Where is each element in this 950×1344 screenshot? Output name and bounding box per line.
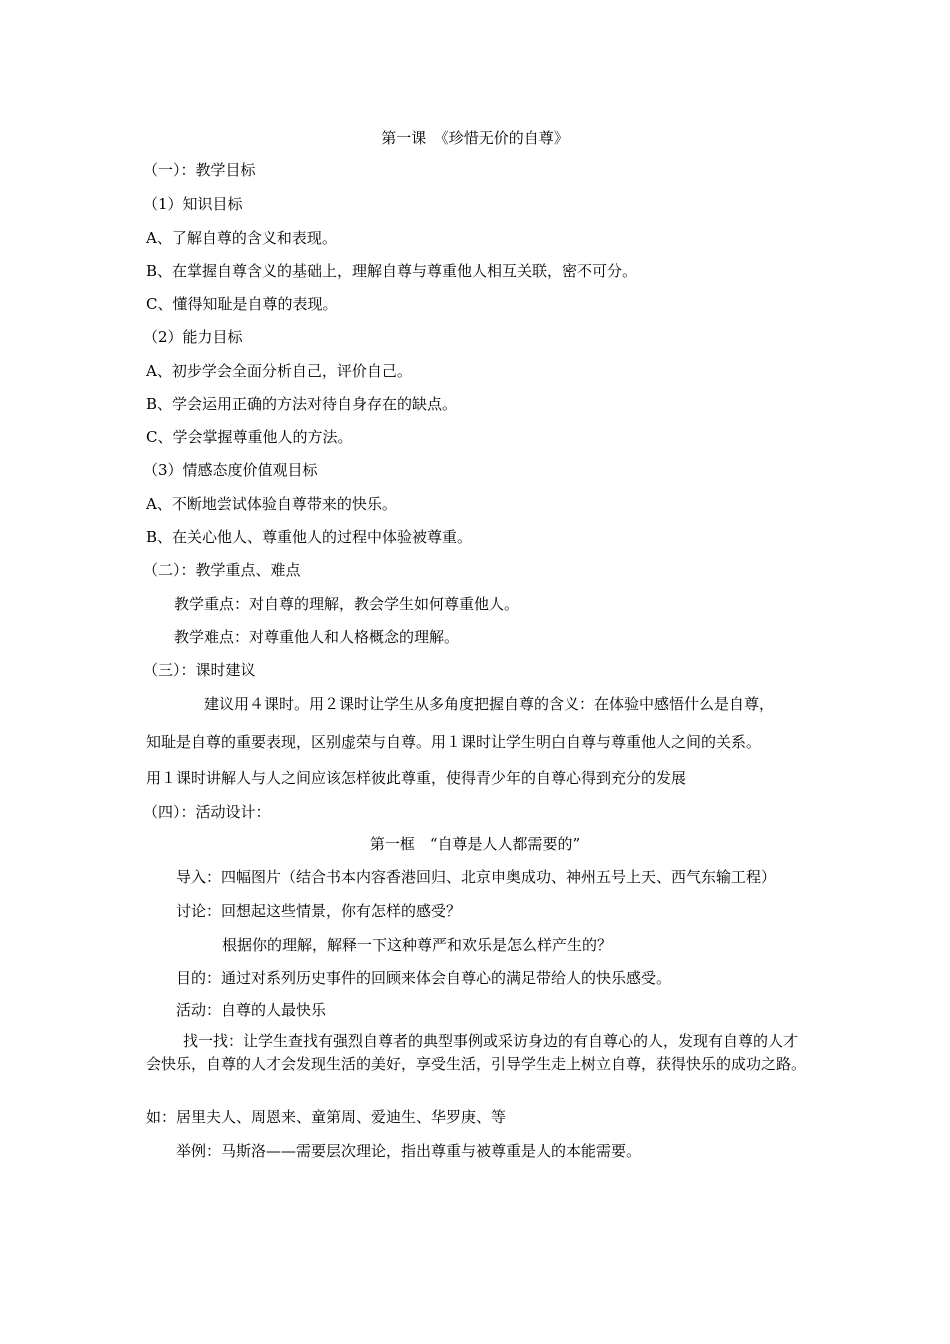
subheading-emotion: （3）情感态度价值观目标 bbox=[143, 461, 318, 479]
suggestion-line-1: 建议用４课时。用２课时让学生从多角度把握自尊的含义：在体验中感悟什么是自尊， bbox=[204, 695, 775, 713]
difficulty-text: 教学难点：对尊重他人和人格概念的理解。 bbox=[174, 628, 460, 646]
section-heading-activities: （四）：活动设计： bbox=[143, 803, 271, 821]
knowledge-item-c: C、懂得知耻是自尊的表现。 bbox=[146, 295, 338, 313]
examples-text: 如：居里夫人、周恩来、童第周、爱迪生、华罗庚、等 bbox=[146, 1108, 507, 1126]
purpose-text: 目的：通过对系列历史事件的回顾来体会自尊心的满足带给人的快乐感受。 bbox=[176, 969, 672, 987]
ability-item-b: B、学会运用正确的方法对待自身存在的缺点。 bbox=[146, 395, 458, 413]
find-paragraph: 找一找：让学生查找有强烈自尊者的典型事例或采访身边的有自尊心的人，发现有自尊的人才会快乐，自尊的人才会发现生活的美好，享受生活，引导学生走上树立自尊，获得快乐的成功之路。 bbox=[146, 1032, 807, 1073]
knowledge-item-b: B、在掌握自尊含义的基础上，理解自尊与尊重他人相互关联，密不可分。 bbox=[146, 262, 638, 280]
ability-item-c: C、学会掌握尊重他人的方法。 bbox=[146, 428, 353, 446]
section-heading-key-points: （二）：教学重点、难点 bbox=[143, 561, 301, 579]
ability-item-a: A、初步学会全面分析自己，评价自己。 bbox=[146, 362, 412, 380]
section-heading-hours: （三）：课时建议 bbox=[143, 661, 256, 679]
suggestion-line-2: 知耻是自尊的重要表现，区别虚荣与自尊。用１课时让学生明白自尊与尊重他人之间的关系。 bbox=[146, 733, 762, 751]
intro-text: 导入：四幅图片（结合书本内容香港回归、北京申奥成功、神州五号上天、西气东输工程） bbox=[176, 868, 777, 886]
frame-title: 第一框 “自尊是人人都需要的” bbox=[369, 835, 581, 853]
key-point-text: 教学重点：对自尊的理解，教会学生如何尊重他人。 bbox=[174, 595, 520, 613]
emotion-item-a: A、不断地尝试体验自尊带来的快乐。 bbox=[146, 495, 397, 513]
activity-text: 活动：自尊的人最快乐 bbox=[176, 1001, 327, 1019]
illustration-text: 举例：马斯洛——需要层次理论，指出尊重与被尊重是人的本能需要。 bbox=[176, 1142, 642, 1160]
emotion-item-b: B、在关心他人、尊重他人的过程中体验被尊重。 bbox=[146, 528, 473, 546]
suggestion-line-3: 用１课时讲解人与人之间应该怎样彼此尊重，使得青少年的自尊心得到充分的发展 bbox=[146, 769, 687, 787]
section-heading-objectives: （一）：教学目标 bbox=[143, 161, 256, 179]
subheading-ability: （2）能力目标 bbox=[143, 328, 243, 346]
knowledge-item-a: A、了解自尊的含义和表现。 bbox=[146, 229, 337, 247]
lesson-title: 第一课 《珍惜无价的自尊》 bbox=[381, 129, 569, 147]
discussion-text: 讨论：回想起这些情景，你有怎样的感受？ bbox=[176, 902, 462, 920]
subheading-knowledge: （1）知识目标 bbox=[143, 195, 243, 213]
discussion-question: 根据你的理解，解释一下这种尊严和欢乐是怎么样产生的？ bbox=[222, 936, 613, 954]
